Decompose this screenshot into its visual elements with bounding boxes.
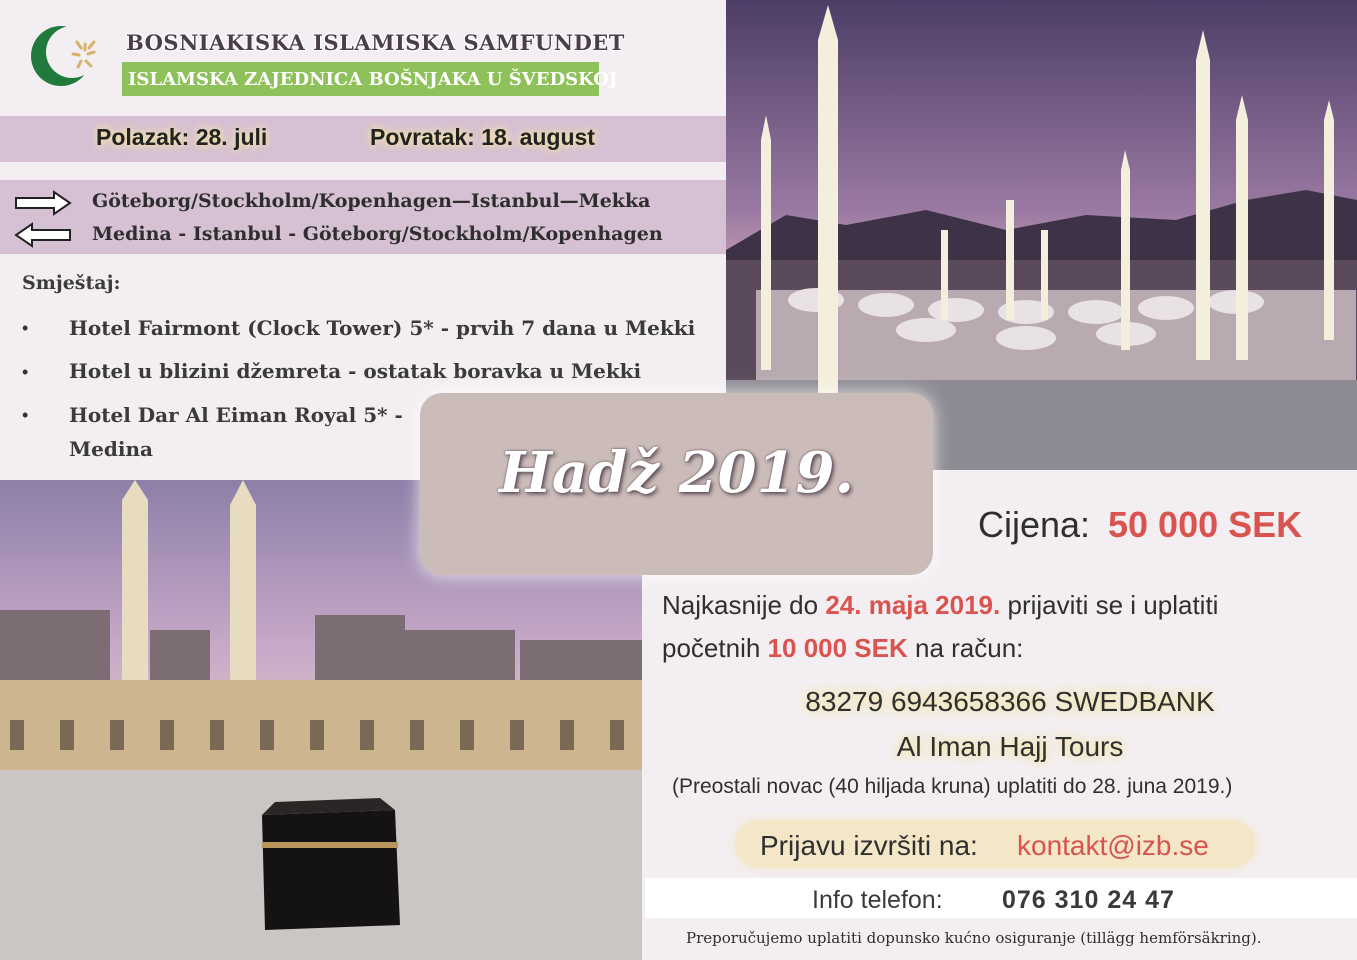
bank-account-number: 83279 6943658366 SWEDBANK (805, 686, 1215, 717)
accommodation-title: Smještaj: (22, 272, 121, 294)
deadline-date: 24. maja 2019. (825, 590, 1001, 620)
deadline-text: početnih (662, 633, 761, 663)
route-outbound: Göteborg/Stockholm/Kopenhagen—Istanbul—Mekka (92, 190, 651, 212)
hotel-item: Hotel Dar Al Eiman Royal 5* - Medina (69, 403, 403, 461)
insurance-note: Preporučujemo uplatiti dopunsko kućno osiguranje (tillägg hemförsäkring). (686, 929, 1262, 947)
bullet: • (22, 362, 29, 382)
deadline-line-1 (662, 590, 1218, 621)
deadline-text: Najkasnije do (662, 590, 819, 620)
recipient (640, 731, 1357, 763)
hotel-item: Hotel Fairmont (Clock Tower) 5* - prvih 7 dana u Mekki (69, 316, 696, 340)
bank-account (640, 686, 1357, 718)
price-label: Cijena: (978, 504, 1091, 545)
bullet: • (22, 405, 29, 425)
info-phone-label: Info telefon: (812, 886, 943, 914)
deadline-line-2 (662, 633, 1023, 664)
registration-email-link[interactable]: kontakt@izb.se (1017, 830, 1209, 861)
return-date: Povratak: 18. august (370, 124, 595, 150)
deadline-text: prijaviti se i uplatiti (1007, 590, 1219, 620)
info-phone-number[interactable]: 076 310 24 47 (1002, 886, 1175, 914)
remainder-note: (Preostali novac (40 hiljada kruna) uplatiti do 28. juna 2019.) (672, 775, 1233, 798)
recipient-name: Al Iman Hajj Tours (896, 731, 1124, 762)
hotel-item: Hotel u blizini džemreta - ostatak boravka u Mekki (69, 359, 642, 383)
departure-date: Polazak: 28. juli (96, 124, 268, 150)
registration-label: Prijavu izvršiti na: (760, 830, 978, 861)
page-title: Hadž 2019. (498, 440, 854, 506)
arrow-right-icon (14, 190, 72, 216)
route-return: Medina - Istanbul - Göteborg/Stockholm/Kopenhagen (92, 223, 663, 245)
bullet: • (22, 318, 29, 338)
crescent-star-logo-icon (28, 22, 106, 90)
arrow-left-icon (14, 222, 72, 248)
deadline-text: na račun: (915, 633, 1024, 663)
price-value: 50 000 SEK (1108, 504, 1303, 545)
org-name-swedish: BOSNIAKISKA ISLAMISKA SAMFUNDET (126, 30, 625, 55)
org-name-bosnian: ISLAMSKA ZAJEDNICA BOŠNJAKA U ŠVEDSKOJ (128, 69, 618, 90)
deposit-amount: 10 000 SEK (767, 633, 908, 663)
info-bar (645, 878, 1357, 918)
